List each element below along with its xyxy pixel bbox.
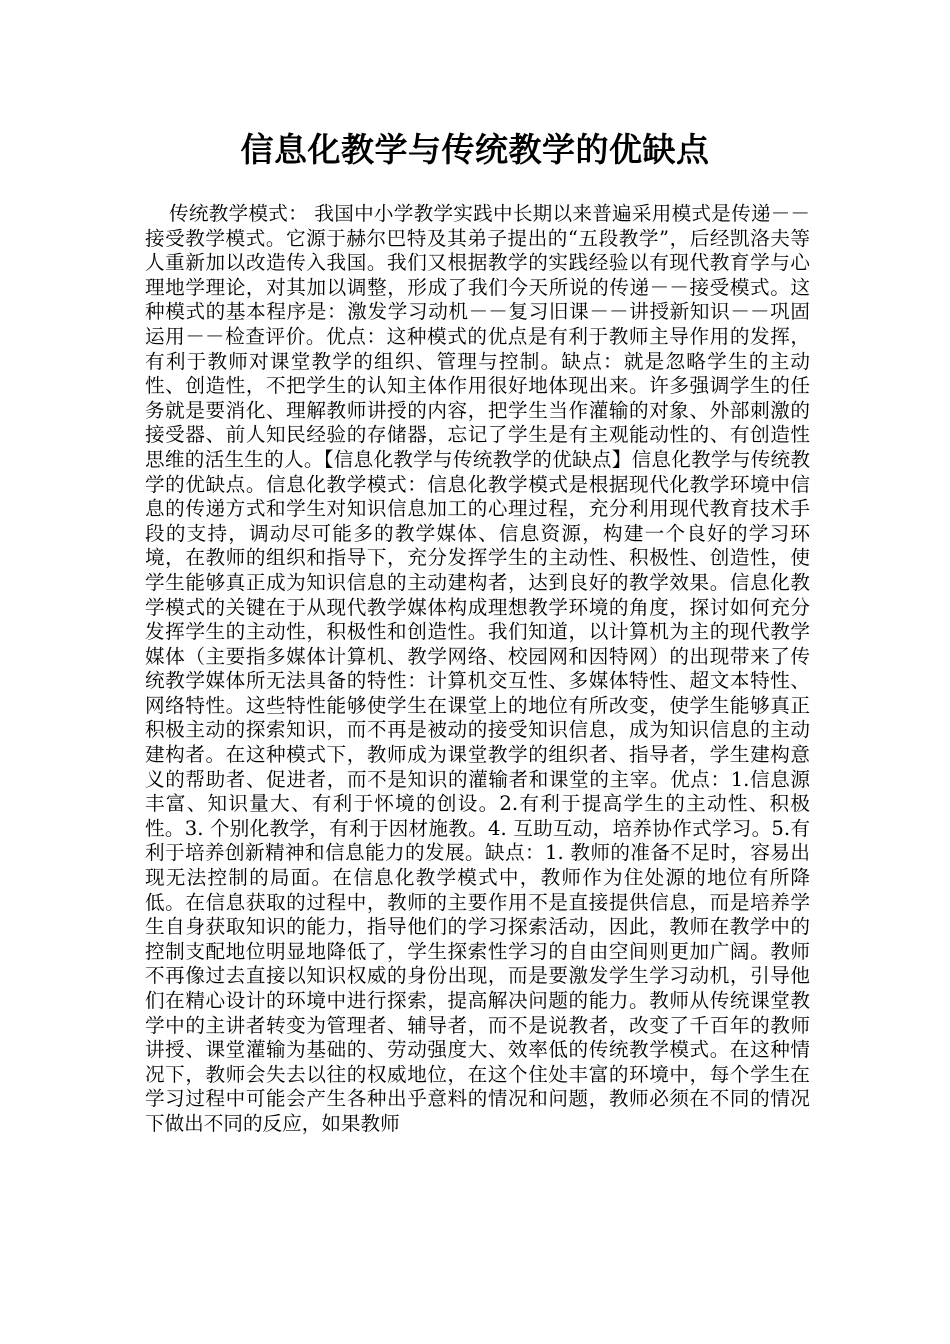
document-title: 信息化教学与传统教学的优缺点	[240, 130, 710, 169]
document-body-paragraph: 传统教学模式： 我国中小学教学实践中长期以来普遍采用模式是传递－－接受教学模式。它源于赫尔巴特及其弟子提出的“五段教学”，后经凯洛夫等人重新加以改造传入我国。我们又根据教学的实践经验以有现代教育学与心理地学理论，对其加以调整，形成了我们今天所说的传递－－接受模式。这种模式的基本程序是：激发学习动机－－复习旧课－－讲授新知识－－巩固运用－－检查评价。优点：这种模式的优点是有利于教师主导作用的发挥，有利于教师对课堂教学的组织、管理与控制。缺点：就是忽略学生的主动性、创造性，不把学生的认知主体作用很好地体现出来。许多强调学生的任务就是要消化、理解教师讲授的内容，把学生当作灌输的对象、外部刺激的接受器、前人知民经验的存储器，忘记了学生是有主观能动性的、有创造性思维的活生生的人。【信息化教学与传统教学的优缺点】信息化教学与传统教学的优缺点。信息化教学模式：信息化教学模式是根据现代化教学环境中信息的传递方式和学生对知识信息加工的心理过程，充分利用现代教育技术手段的支持，调动尽可能多的教学媒体、信息资源，构建一个良好的学习环境，在教师的组织和指导下，充分发挥学生的主动性、积极性、创造性，使学生能够真正成为知识信息的主动建构者，达到良好的教学效果。信息化教学模式的关键在于从现代教学媒体构成理想教学环境的角度，探讨如何充分发挥学生的主动性，积极性和创造性。我们知道，以计算机为主的现代教学媒体（主要指多媒体计算机、教学网络、校园网和因特网）的出现带来了传统教学媒体所无法具备的特性：计算机交互性、多媒体特性、超文本特性、网络特性。这些特性能够使学生在课堂上的地位有所改变，使学生能够真正积极主动的探索知识，而不再是被动的接受知识信息，成为知识信息的主动建构者。在这种模式下，教师成为课堂教学的组织者、指导者，学生建构意义的帮助者、促进者，而不是知识的灌输者和课堂的主宰。优点：1.信息源丰富、知识量大、有利于怀境的创设。2.有利于提高学生的主动性、积极性。3. 个别化教学，有利于因材施教。4. 互助互动，培养协作式学习。5.有利于培养创新精神和信息能力的发展。缺点：1. 教师的准备不足时，容易出现无法控制的局面。在信息化教学模式中，教师作为住处源的地位有所降低。在信息获取的过程中，教师的主要作用不是直接提供信息，而是培养学生自身获取知识的能力，指导他们的学习探索活动，因此，教师在教学中的控制支配地位明显地降低了，学生探索性学习的自由空间则更加广阔。教师不再像过去直接以知识权威的身份出现，而是要激发学生学习动机，引导他们在精心设计的环境中进行探索，提高解决问题的能力。教师从传统课堂教学中的主讲者转变为管理者、辅导者，而不是说教者，改变了千百年的教师讲授、课堂灌输为基础的、劳动强度大、效率低的传统教学模式。在这种情况下，教师会失去以往的权威地位，在这个住处丰富的环境中，每个学生在学习过程中可能会产生各种出乎意料的情况和问题，教师必须在不同的情况下做出不同的反应，如果教师	[145, 202, 810, 1135]
